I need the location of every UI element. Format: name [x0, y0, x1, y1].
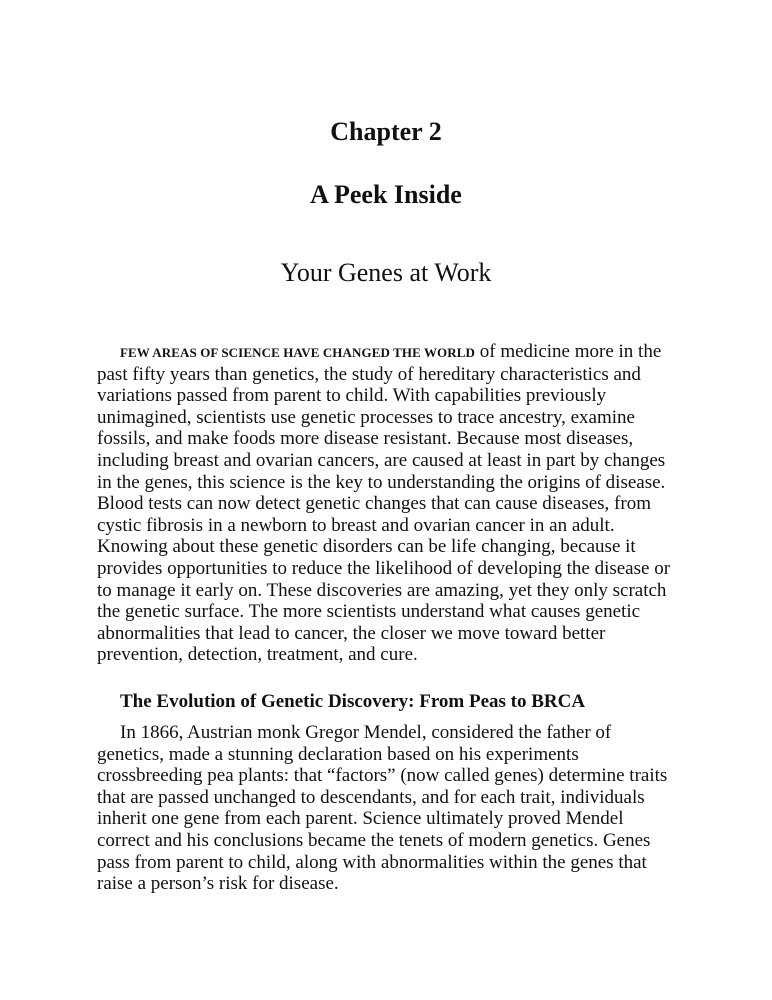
chapter-title: A Peek Inside	[310, 180, 462, 209]
chapter-subtitle: Your Genes at Work	[280, 258, 492, 287]
section-heading: The Evolution of Genetic Discovery: From Peas to BRCA	[120, 691, 586, 712]
chapter-label: Chapter 2	[330, 117, 442, 146]
section-paragraph: In 1866, Austrian monk Gregor Mendel, considered the father of genetics, made a stunning declaration based on his experiments crossbreeding pea plants: that “factors” (now called genes) determine traits that are passed unchanged to descendants, and for each trait, individuals inherit one gene from each parent. Science ultimately proved Mendel correct and his conclusions became the tenets of modern genetics. Genes pass from parent to child, along with abnormalities within the genes that raise a person’s risk for disease.	[97, 722, 668, 895]
intro-lead-caps: FEW AREAS OF SCIENCE HAVE CHANGED THE WORLD	[120, 345, 476, 360]
intro-paragraph	[97, 341, 677, 666]
intro-text: of medicine more in the past fifty years than genetics, the study of hereditary characteristics and variations passed from parent to child. With capabilities previously unimagined, scientists use genetic processes to trace ancestry, examine fossils, and make foods more disease resistant. Because most diseases, including breast and ovarian cancers, are caused at least in part by changes in the genes, this science is the key to understanding the origins of disease. Blood tests can now detect genetic changes that can cause diseases, from cystic fibrosis in a newborn to breast and ovarian cancer in an adult. Knowing about these genetic disorders can be life changing, because it provides opportunities to reduce the likelihood of developing the disease or to manage it early on. These discoveries are amazing, yet they only scratch the genetic surface. The more scientists understand what causes genetic abnormalities that lead to cancer, the closer we move toward better prevention, detection, treatment, and cure.	[97, 341, 671, 666]
